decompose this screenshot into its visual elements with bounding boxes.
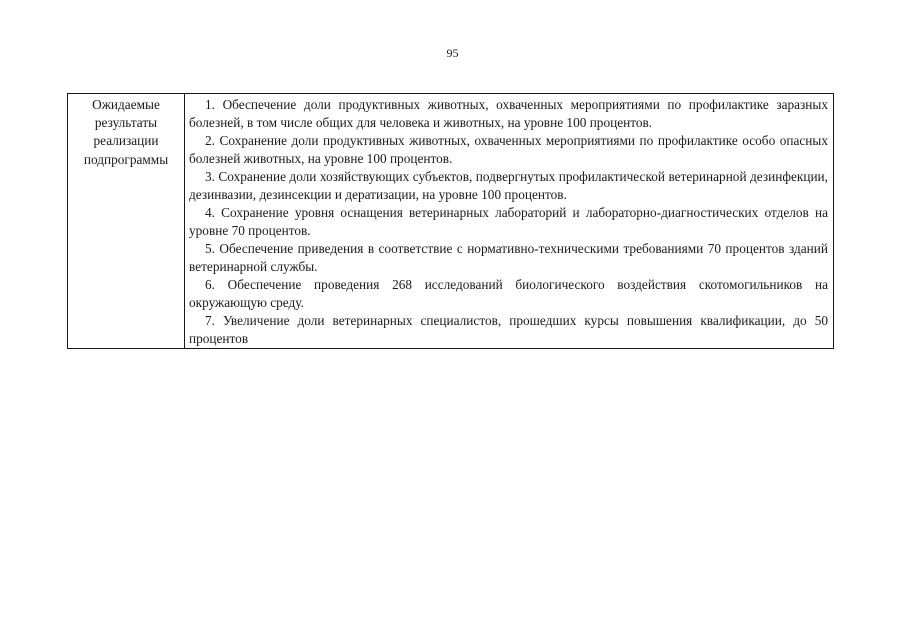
expected-results-table (67, 93, 834, 349)
row-label-cell (68, 94, 185, 349)
row-label-line: Ожидаемые (92, 97, 160, 112)
result-item-4: 4. Сохранение уровня оснащения ветеринарных лабораторий и лабораторно-диагностических отделов на уровне 70 процентов. (189, 205, 828, 238)
row-label-line: подпрограммы (83, 151, 169, 167)
result-item-1: 1. Обеспечение доли продуктивных животных, охваченных мероприятиями по профилактике заразных болезней, в том числе общих для человека и животных, на уровне 100 процентов. (189, 97, 828, 130)
result-item-7: 7. Увеличение доли ветеринарных специалистов, прошедших курсы повышения квалификации, до 50 процентов (189, 313, 828, 346)
result-item-3: 3. Сохранение доли хозяйствующих субъектов, подвергнутых профилактической ветеринарной дезинфекции, дезинвазии, дезинсекции и дератизации, на уровне 100 процентов. (189, 169, 828, 202)
row-label-line: реализации (93, 133, 159, 149)
result-item-6: 6. Обеспечение проведения 268 исследований биологического воздействия скотомогильников на окружающую среду. (189, 277, 828, 310)
page-number: 95 (446, 46, 459, 60)
result-item-2: 2. Сохранение доли продуктивных животных, охваченных мероприятиями по профилактике особо опасных болезней животных, на уровне 100 процентов. (189, 133, 828, 166)
result-item-5: 5. Обеспечение приведения в соответствие с нормативно-техническими требованиями 70 процентов зданий ветеринарной службы. (189, 241, 828, 274)
table-row (68, 94, 834, 349)
row-label-line: результаты (94, 115, 158, 131)
results-content-cell (185, 94, 834, 349)
